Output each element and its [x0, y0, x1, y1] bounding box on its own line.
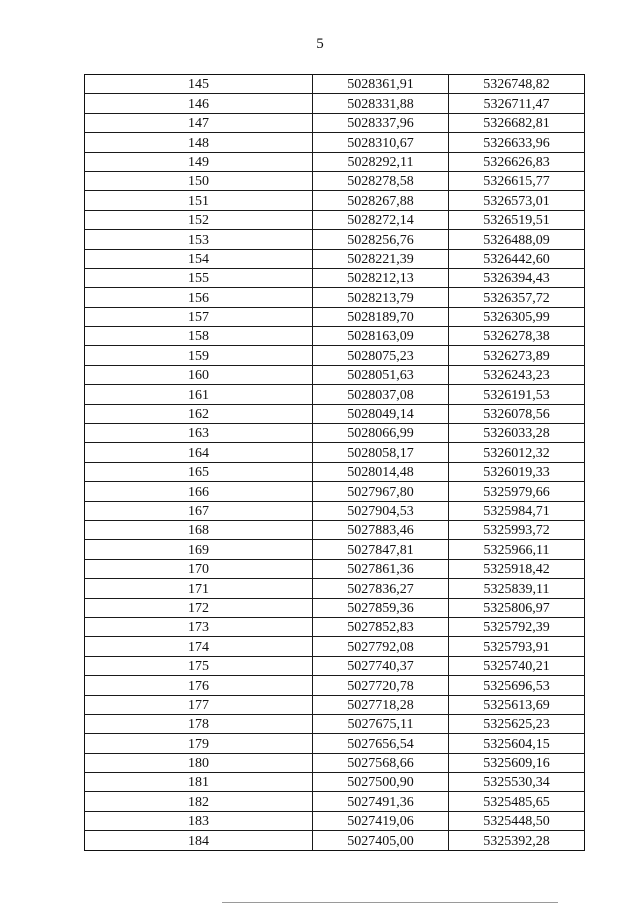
table-row	[85, 191, 585, 210]
point-number-cell: 160	[85, 365, 313, 384]
table-row	[85, 385, 585, 404]
table-row	[85, 462, 585, 481]
table-row	[85, 75, 585, 94]
point-number-cell: 168	[85, 520, 313, 539]
point-number-cell: 163	[85, 424, 313, 443]
x-coordinate-cell: 5028331,88	[313, 94, 449, 113]
table-row	[85, 94, 585, 113]
y-coordinate-cell: 5326305,99	[449, 307, 585, 326]
y-coordinate-cell: 5326033,28	[449, 424, 585, 443]
point-number-cell: 174	[85, 637, 313, 656]
table-row	[85, 831, 585, 850]
x-coordinate-cell: 5028292,11	[313, 152, 449, 171]
point-number-cell: 159	[85, 346, 313, 365]
y-coordinate-cell: 5326633,96	[449, 133, 585, 152]
point-number-cell: 173	[85, 617, 313, 636]
y-coordinate-cell: 5326243,23	[449, 365, 585, 384]
x-coordinate-cell: 5027419,06	[313, 811, 449, 830]
point-number-cell: 171	[85, 579, 313, 598]
table-row	[85, 210, 585, 229]
x-coordinate-cell: 5028037,08	[313, 385, 449, 404]
y-coordinate-cell: 5326626,83	[449, 152, 585, 171]
x-coordinate-cell: 5028310,67	[313, 133, 449, 152]
point-number-cell: 149	[85, 152, 313, 171]
point-number-cell: 161	[85, 385, 313, 404]
table-row	[85, 171, 585, 190]
y-coordinate-cell: 5326488,09	[449, 230, 585, 249]
table-row	[85, 734, 585, 753]
y-coordinate-cell: 5325839,11	[449, 579, 585, 598]
y-coordinate-cell: 5325793,91	[449, 637, 585, 656]
point-number-cell: 148	[85, 133, 313, 152]
point-number-cell: 184	[85, 831, 313, 850]
y-coordinate-cell: 5325979,66	[449, 482, 585, 501]
table-row	[85, 501, 585, 520]
table-row	[85, 773, 585, 792]
y-coordinate-cell: 5325613,69	[449, 695, 585, 714]
point-number-cell: 182	[85, 792, 313, 811]
point-number-cell: 146	[85, 94, 313, 113]
table-row	[85, 288, 585, 307]
point-number-cell: 157	[85, 307, 313, 326]
point-number-cell: 147	[85, 113, 313, 132]
point-number-cell: 176	[85, 676, 313, 695]
point-number-cell: 177	[85, 695, 313, 714]
table-row	[85, 249, 585, 268]
table-row	[85, 617, 585, 636]
table-row	[85, 579, 585, 598]
point-number-cell: 167	[85, 501, 313, 520]
y-coordinate-cell: 5326078,56	[449, 404, 585, 423]
table-row	[85, 113, 585, 132]
x-coordinate-cell: 5028267,88	[313, 191, 449, 210]
x-coordinate-cell: 5028058,17	[313, 443, 449, 462]
x-coordinate-cell: 5028221,39	[313, 249, 449, 268]
x-coordinate-cell: 5027500,90	[313, 773, 449, 792]
y-coordinate-cell: 5325609,16	[449, 753, 585, 772]
table-row	[85, 520, 585, 539]
table-row	[85, 230, 585, 249]
point-number-cell: 151	[85, 191, 313, 210]
table-row	[85, 598, 585, 617]
table-row	[85, 482, 585, 501]
table-row	[85, 637, 585, 656]
table-row	[85, 811, 585, 830]
x-coordinate-cell: 5028272,14	[313, 210, 449, 229]
point-number-cell: 156	[85, 288, 313, 307]
y-coordinate-cell: 5325966,11	[449, 540, 585, 559]
y-coordinate-cell: 5326748,82	[449, 75, 585, 94]
x-coordinate-cell: 5027656,54	[313, 734, 449, 753]
x-coordinate-cell: 5027904,53	[313, 501, 449, 520]
page-number: 5	[316, 36, 324, 52]
y-coordinate-cell: 5325530,34	[449, 773, 585, 792]
y-coordinate-cell: 5326682,81	[449, 113, 585, 132]
point-number-cell: 162	[85, 404, 313, 423]
table-row	[85, 676, 585, 695]
point-number-cell: 169	[85, 540, 313, 559]
y-coordinate-cell: 5326273,89	[449, 346, 585, 365]
point-number-cell: 153	[85, 230, 313, 249]
table-row	[85, 792, 585, 811]
point-number-cell: 178	[85, 714, 313, 733]
y-coordinate-cell: 5326711,47	[449, 94, 585, 113]
table-row	[85, 443, 585, 462]
x-coordinate-cell: 5027568,66	[313, 753, 449, 772]
y-coordinate-cell: 5326019,33	[449, 462, 585, 481]
x-coordinate-cell: 5028337,96	[313, 113, 449, 132]
x-coordinate-cell: 5028278,58	[313, 171, 449, 190]
point-number-cell: 175	[85, 656, 313, 675]
x-coordinate-cell: 5028212,13	[313, 268, 449, 287]
point-number-cell: 150	[85, 171, 313, 190]
table-row	[85, 268, 585, 287]
y-coordinate-cell: 5325625,23	[449, 714, 585, 733]
table-row	[85, 695, 585, 714]
table-row	[85, 327, 585, 346]
x-coordinate-cell: 5028051,63	[313, 365, 449, 384]
point-number-cell: 158	[85, 327, 313, 346]
y-coordinate-cell: 5325604,15	[449, 734, 585, 753]
x-coordinate-cell: 5027859,36	[313, 598, 449, 617]
y-coordinate-cell: 5325792,39	[449, 617, 585, 636]
x-coordinate-cell: 5028256,76	[313, 230, 449, 249]
x-coordinate-cell: 5027740,37	[313, 656, 449, 675]
x-coordinate-cell: 5027405,00	[313, 831, 449, 850]
x-coordinate-cell: 5028213,79	[313, 288, 449, 307]
x-coordinate-cell: 5027967,80	[313, 482, 449, 501]
point-number-cell: 181	[85, 773, 313, 792]
x-coordinate-cell: 5028066,99	[313, 424, 449, 443]
x-coordinate-cell: 5027861,36	[313, 559, 449, 578]
y-coordinate-cell: 5325918,42	[449, 559, 585, 578]
point-number-cell: 180	[85, 753, 313, 772]
y-coordinate-cell: 5325984,71	[449, 501, 585, 520]
table-row	[85, 404, 585, 423]
x-coordinate-cell: 5027883,46	[313, 520, 449, 539]
y-coordinate-cell: 5326519,51	[449, 210, 585, 229]
y-coordinate-cell: 5326615,77	[449, 171, 585, 190]
x-coordinate-cell: 5027847,81	[313, 540, 449, 559]
point-number-cell: 166	[85, 482, 313, 501]
table-row	[85, 540, 585, 559]
table-row	[85, 365, 585, 384]
y-coordinate-cell: 5325740,21	[449, 656, 585, 675]
y-coordinate-cell: 5326278,38	[449, 327, 585, 346]
point-number-cell: 152	[85, 210, 313, 229]
x-coordinate-cell: 5028189,70	[313, 307, 449, 326]
x-coordinate-cell: 5028075,23	[313, 346, 449, 365]
table-row	[85, 656, 585, 675]
y-coordinate-cell: 5325485,65	[449, 792, 585, 811]
table-row	[85, 559, 585, 578]
bottom-edge-line	[222, 902, 558, 903]
table-row	[85, 714, 585, 733]
y-coordinate-cell: 5325806,97	[449, 598, 585, 617]
y-coordinate-cell: 5325696,53	[449, 676, 585, 695]
y-coordinate-cell: 5325392,28	[449, 831, 585, 850]
table-row	[85, 133, 585, 152]
x-coordinate-cell: 5028014,48	[313, 462, 449, 481]
x-coordinate-cell: 5027675,11	[313, 714, 449, 733]
y-coordinate-cell: 5326394,43	[449, 268, 585, 287]
point-number-cell: 154	[85, 249, 313, 268]
x-coordinate-cell: 5027836,27	[313, 579, 449, 598]
x-coordinate-cell: 5027718,28	[313, 695, 449, 714]
x-coordinate-cell: 5027720,78	[313, 676, 449, 695]
point-number-cell: 170	[85, 559, 313, 578]
x-coordinate-cell: 5028049,14	[313, 404, 449, 423]
x-coordinate-cell: 5027852,83	[313, 617, 449, 636]
x-coordinate-cell: 5027792,08	[313, 637, 449, 656]
point-number-cell: 172	[85, 598, 313, 617]
table-row	[85, 152, 585, 171]
y-coordinate-cell: 5326442,60	[449, 249, 585, 268]
point-number-cell: 179	[85, 734, 313, 753]
x-coordinate-cell: 5028361,91	[313, 75, 449, 94]
table-row	[85, 424, 585, 443]
point-number-cell: 155	[85, 268, 313, 287]
point-number-cell: 164	[85, 443, 313, 462]
coordinates-table	[84, 74, 585, 851]
table-row	[85, 346, 585, 365]
y-coordinate-cell: 5325448,50	[449, 811, 585, 830]
table-row	[85, 753, 585, 772]
point-number-cell: 145	[85, 75, 313, 94]
point-number-cell: 183	[85, 811, 313, 830]
coordinates-table-body	[85, 75, 585, 851]
y-coordinate-cell: 5325993,72	[449, 520, 585, 539]
y-coordinate-cell: 5326573,01	[449, 191, 585, 210]
table-row	[85, 307, 585, 326]
x-coordinate-cell: 5028163,09	[313, 327, 449, 346]
y-coordinate-cell: 5326357,72	[449, 288, 585, 307]
point-number-cell: 165	[85, 462, 313, 481]
y-coordinate-cell: 5326012,32	[449, 443, 585, 462]
x-coordinate-cell: 5027491,36	[313, 792, 449, 811]
y-coordinate-cell: 5326191,53	[449, 385, 585, 404]
